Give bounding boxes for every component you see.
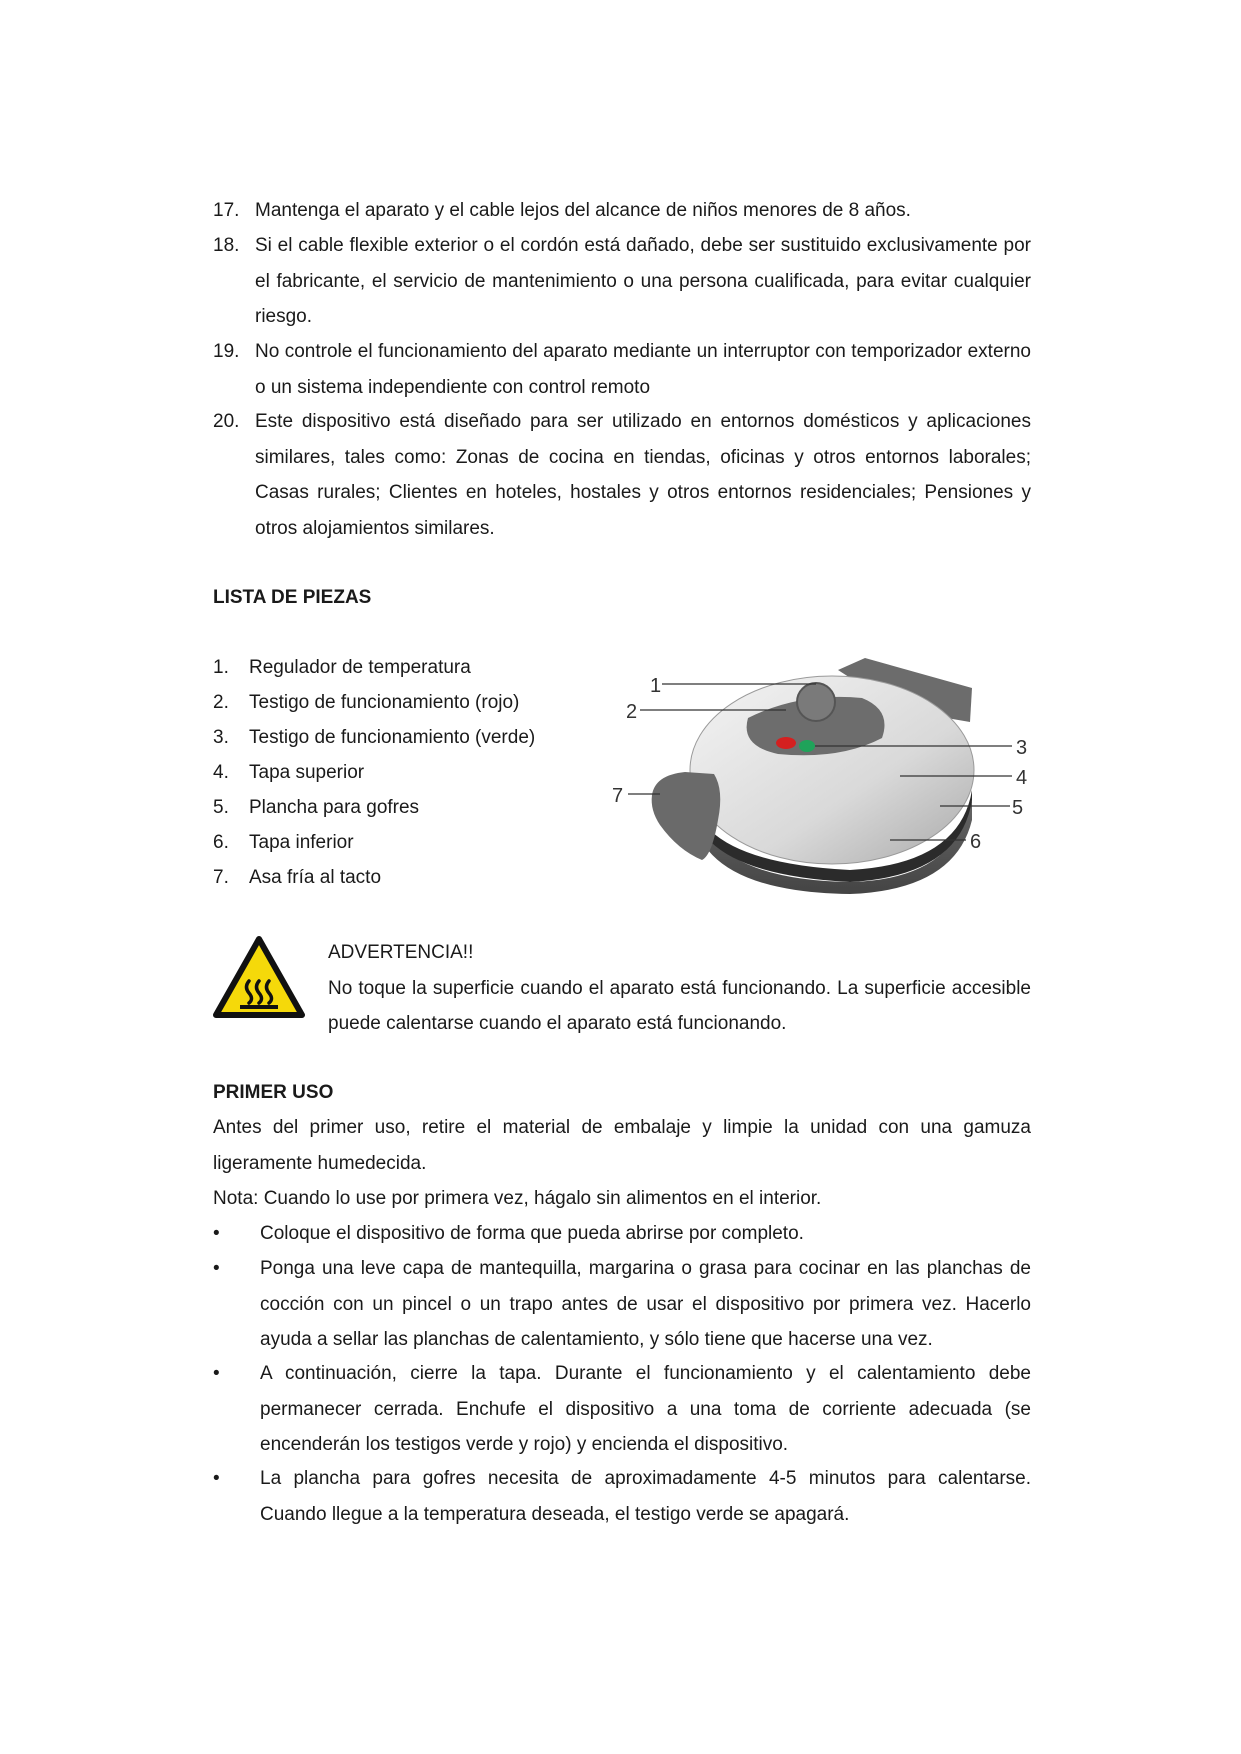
callout-4: 4 xyxy=(1016,767,1028,789)
callout-3: 3 xyxy=(1016,737,1028,759)
parts-heading: LISTA DE PIEZAS xyxy=(213,587,372,608)
callout-6: 6 xyxy=(970,831,982,853)
part-label: Plancha para gofres xyxy=(249,797,420,818)
callout-2: 2 xyxy=(626,701,638,723)
callout-7: 7 xyxy=(612,785,624,807)
safety-item-19 xyxy=(213,334,1031,405)
list-item xyxy=(213,1356,1031,1463)
waffle-maker-figure xyxy=(600,650,1040,900)
part-item xyxy=(213,685,519,720)
part-number: 5. xyxy=(213,797,229,818)
callout-5: 5 xyxy=(1012,797,1024,819)
item-text: No controle el funcionamiento del aparato mediante un interruptor con temporizador externo o un sistema independiente con control remoto xyxy=(255,341,1031,398)
part-number: 3. xyxy=(213,727,229,748)
warning-title: ADVERTENCIA!! xyxy=(328,942,474,963)
part-item xyxy=(213,755,364,790)
item-text: Si el cable flexible exterior o el cordón está dañado, debe ser sustituido exclusivamente por el fabricante, el servicio de mantenimiento o una persona cualificada, para evitar cualquier riesgo. xyxy=(255,235,1031,327)
bullet-text: La plancha para gofres necesita de aproximadamente 4-5 minutos para calentarse. Cuando llegue a la temperatura deseada, el testigo verde se apagará. xyxy=(260,1468,1031,1525)
bullet-text: A continuación, cierre la tapa. Durante el funcionamiento y el calentamiento debe permanecer cerrada. Enchufe el dispositivo a una toma de corriente adecuada (se encenderán los testigos verde y rojo) y encienda el dispositivo. xyxy=(260,1363,1031,1455)
list-item xyxy=(213,1216,1031,1252)
part-label: Tapa superior xyxy=(249,762,365,783)
part-label: Regulador de temperatura xyxy=(249,657,471,678)
safety-item-18 xyxy=(213,228,1031,335)
cool-touch-handle xyxy=(652,772,721,860)
green-led xyxy=(799,740,815,752)
list-item xyxy=(213,1461,1031,1532)
hot-surface-warning-icon xyxy=(213,935,305,1020)
item-number: 20. xyxy=(213,411,240,432)
part-item xyxy=(213,860,381,895)
part-number: 6. xyxy=(213,832,229,853)
part-label: Tapa inferior xyxy=(249,832,354,853)
bullet-symbol: • xyxy=(213,1258,220,1279)
safety-item-17 xyxy=(213,193,1031,229)
part-label: Testigo de funcionamiento (rojo) xyxy=(249,692,520,713)
bullet-text: Ponga una leve capa de mantequilla, margarina o grasa para cocinar en las planchas de cocción con un pincel o un trapo antes de usar el dispositivo por primera vez. Hacerlo ayuda a sellar las planchas de calentamiento, y sólo tiene que hacerse una vez. xyxy=(260,1258,1031,1350)
bullet-symbol: • xyxy=(213,1223,220,1244)
item-number: 17. xyxy=(213,200,240,221)
item-text: Este dispositivo está diseñado para ser utilizado en entornos domésticos y aplicaciones similares, tales como: Zonas de cocina en tiendas, oficinas y otros entornos laborales; Casas rurales; Clientes en hoteles, hostales y otros entornos residenciales; Pensiones y otros alojamientos similares. xyxy=(255,411,1031,539)
warning-block xyxy=(328,935,1031,1042)
item-number: 18. xyxy=(213,235,240,256)
part-item xyxy=(213,825,354,860)
part-item xyxy=(213,650,471,685)
bullet-symbol: • xyxy=(213,1363,220,1384)
part-number: 4. xyxy=(213,762,229,783)
part-item xyxy=(213,790,419,825)
part-number: 1. xyxy=(213,657,229,678)
red-led xyxy=(776,737,796,749)
item-number: 19. xyxy=(213,341,240,362)
first-use-intro: Antes del primer uso, retire el material de embalaje y limpie la unidad con una gamuza ligeramente humedecida. xyxy=(213,1117,1031,1174)
item-text: Mantenga el aparato y el cable lejos del alcance de niños menores de 8 años. xyxy=(255,200,911,221)
safety-item-20 xyxy=(213,404,1031,546)
first-use-note: Nota: Cuando lo use por primera vez, hágalo sin alimentos en el interior. xyxy=(213,1188,822,1209)
part-item xyxy=(213,720,535,755)
part-label: Asa fría al tacto xyxy=(249,867,382,888)
temperature-knob xyxy=(797,683,835,721)
bullet-symbol: • xyxy=(213,1468,220,1489)
bullet-text: Coloque el dispositivo de forma que pueda abrirse por completo. xyxy=(260,1223,804,1244)
part-number: 7. xyxy=(213,867,229,888)
part-label: Testigo de funcionamiento (verde) xyxy=(249,727,536,748)
first-use-heading: PRIMER USO xyxy=(213,1082,334,1103)
warning-text: No toque la superficie cuando el aparato está funcionando. La superficie accesible puede calentarse cuando el aparato está funcionando. xyxy=(328,977,1031,1034)
part-number: 2. xyxy=(213,692,229,713)
list-item xyxy=(213,1251,1031,1358)
callout-1: 1 xyxy=(650,675,662,697)
